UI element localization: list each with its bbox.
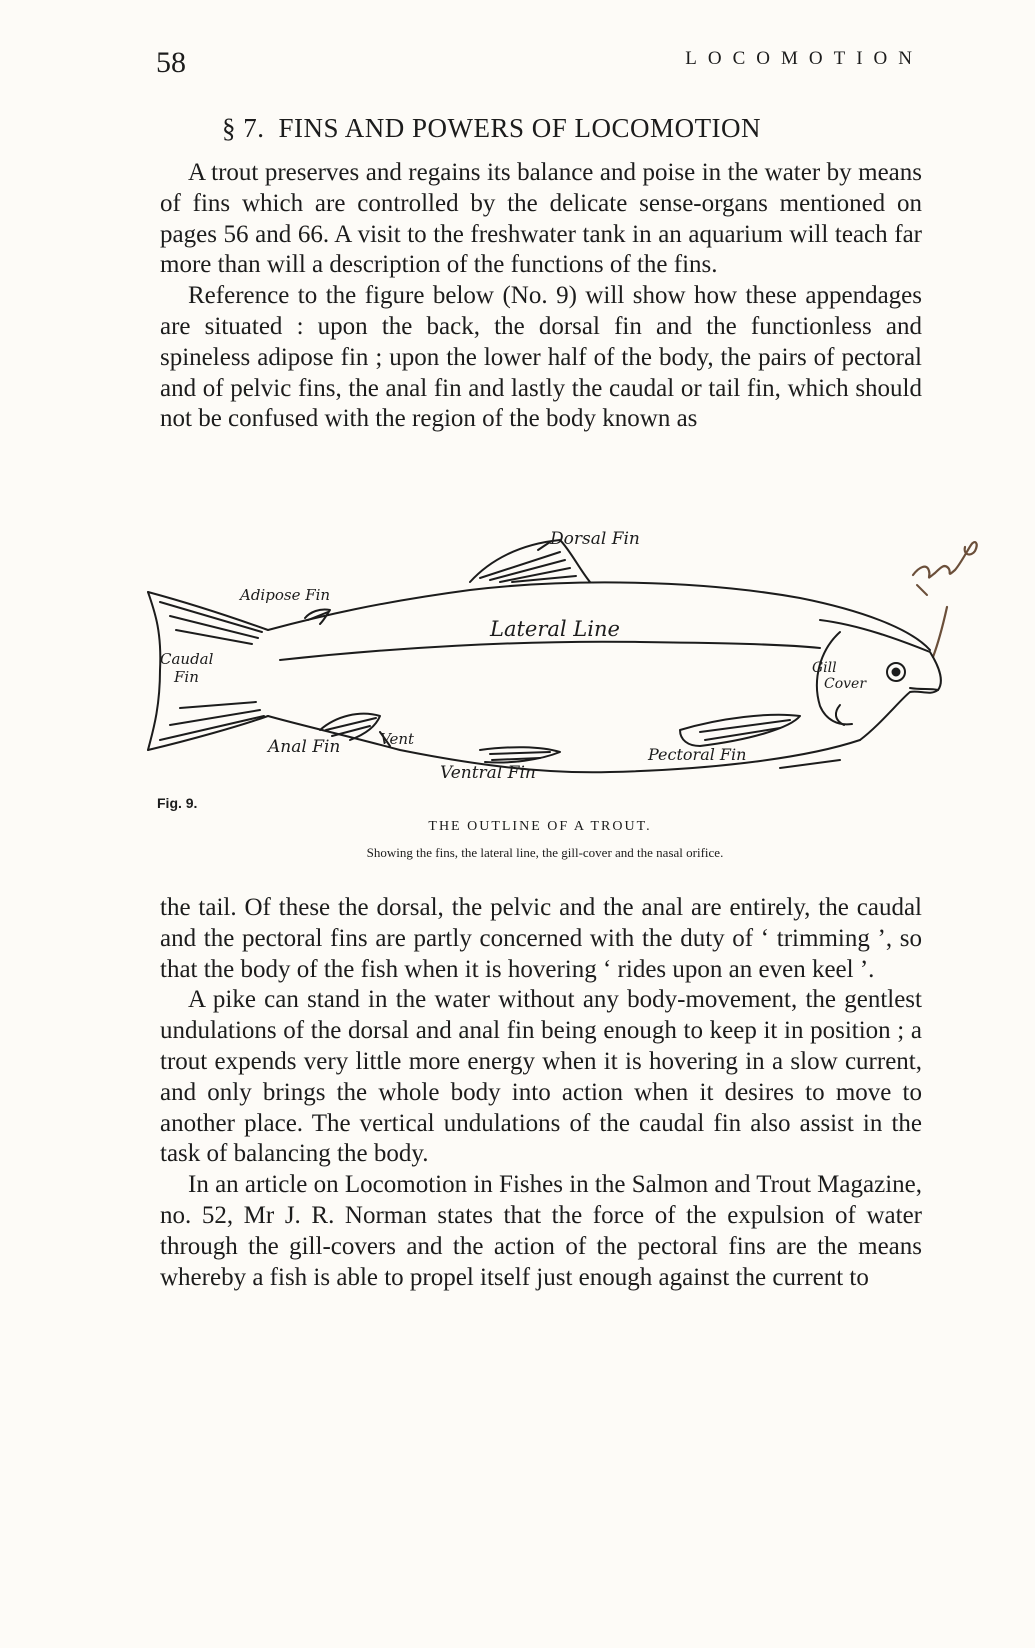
- trout-figure: [140, 520, 970, 800]
- label-dorsal-fin: Dorsal Fin: [550, 529, 640, 549]
- body-text-before-figure: [160, 158, 922, 435]
- label-caudal-2: Fin: [174, 668, 199, 686]
- body-outline-bottom: [268, 716, 860, 772]
- label-ventral-fin: Ventral Fin: [440, 763, 536, 783]
- trout-outline-drawing: [140, 520, 970, 800]
- running-head: LOCOMOTION: [685, 48, 923, 69]
- label-vent: Vent: [380, 730, 415, 748]
- page-number: 58: [156, 46, 186, 79]
- trout-mouth: [910, 688, 938, 690]
- figure-number: Fig. 9.: [157, 795, 198, 811]
- paragraph: A trout preserves and regains its balance and poise in the water by means of fins which are controlled by the delicate sense-organs mentioned on pages 56 and 66. A visit to the freshwater tank in an aquarium will teach far more than will a description of the functions of the fins.: [160, 159, 922, 279]
- label-anal-fin: Anal Fin: [268, 737, 341, 757]
- section-title: FINS AND POWERS OF LOCOMOTION: [278, 113, 762, 143]
- paragraph: the tail. Of these the dorsal, the pelvic and the anal are entirely, the caudal and the pectoral fins are partly concerned with the duty of ‘ trimming ’, so that the body of the fish when it is hovering ‘ rides upon an even keel ’.: [160, 894, 922, 983]
- label-adipose-fin: Adipose Fin: [240, 586, 331, 604]
- paragraph: In an article on Locomotion in Fishes in the Salmon and Trout Magazine, no. 52, Mr J. R. Norman states that the force of the expulsion of water through the gill-covers and the action of the pectoral fins are the means whereby a fish is able to propel itself just enough against the current to: [160, 1171, 922, 1291]
- tail-inner-edge: [148, 592, 160, 750]
- body-text-after-figure: [160, 893, 922, 1293]
- label-gill-1: Gill: [812, 660, 837, 676]
- label-pectoral-fin: Pectoral Fin: [648, 745, 747, 764]
- tail-lower-edge: [148, 716, 268, 750]
- paragraph: A pike can stand in the water without any body-movement, the gentlest undulations of the dorsal and anal fin being enough to keep it in position ; a trout expends very little more energy when it is hovering in a slow current, and only brings the whole body into action when it desires to move to another place. The vertical undulations of the caudal fin also assist in the task of balancing the body.: [160, 986, 922, 1168]
- section-heading: [222, 113, 761, 144]
- pectoral-fin: [680, 715, 800, 746]
- label-gill-2: Cover: [824, 676, 867, 692]
- lateral-line: [280, 642, 820, 660]
- paragraph: Reference to the figure below (No. 9) will show how these appendages are situated : upon the back, the dorsal fin and the functionless and spineless adipose fin ; upon the lower half of the body, the pairs of pectoral and of pelvic fins, the anal fin and lastly the caudal or tail fin, which should not be confused with the region of the body known as: [160, 282, 922, 433]
- section-symbol: § 7.: [222, 113, 265, 143]
- figure-subtitle: Showing the fins, the lateral line, the gill-cover and the nasal orifice.: [366, 845, 724, 860]
- figure-title: THE OUTLINE OF A TROUT.: [428, 819, 652, 834]
- label-caudal-1: Caudal: [160, 650, 214, 668]
- label-lateral-line: Lateral Line: [490, 617, 620, 641]
